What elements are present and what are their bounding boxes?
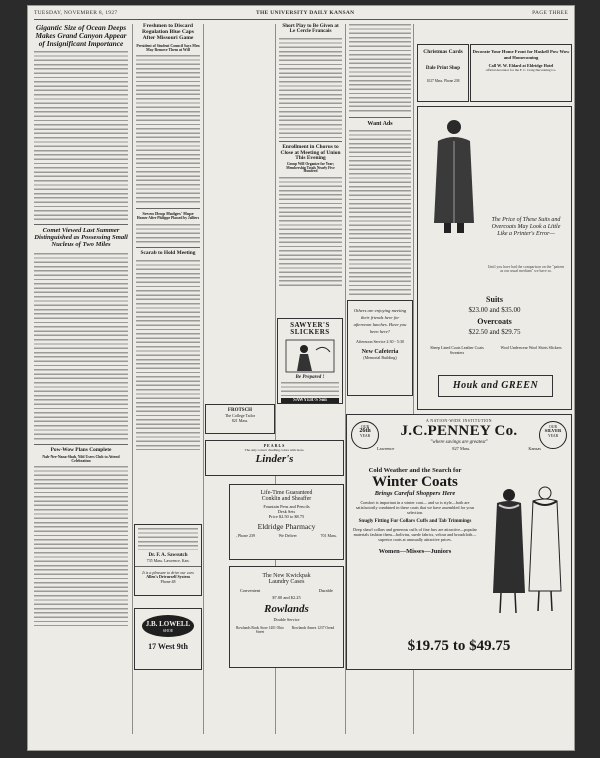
rowlands-annex: Rowlands Annex 1237 Oread — [291, 626, 335, 630]
headline-comet: Comet Viewed Last Summer Distinguished as Possessing Small Nucleus of Two Miles — [34, 227, 128, 249]
christmas-shop: Dale Print Shop — [425, 65, 461, 71]
masthead-page: PAGE THREE — [532, 10, 568, 16]
ad-eldridge-pharmacy — [229, 484, 344, 560]
lowell-logo — [142, 615, 194, 637]
column-1 — [34, 24, 128, 626]
article-body — [34, 466, 128, 626]
badge-right-top: OUR — [548, 425, 558, 429]
decorate-contact: Call W. W. Eldard at Eldridge Hotel — [488, 63, 554, 68]
penney-badge-right — [539, 421, 567, 449]
overcoats-label: Overcoats — [477, 317, 512, 326]
want-ads-heading: Want Ads — [367, 121, 393, 127]
article-body — [349, 24, 411, 114]
subhead-hodges: Homer After Philippe Plassed by Jalliers — [136, 216, 200, 221]
pharmacy-contact — [236, 533, 337, 538]
houk-left-list: Sheep Lined Coats Leather Coats Sweaters — [430, 345, 484, 355]
frotsch-name: FROTSCH — [227, 408, 253, 413]
sawyer-title: SAWYER'S SLICKERS — [290, 321, 330, 337]
pharmacy-phone: , Phone 239 — [236, 533, 255, 538]
subhead-freshmen-caps: President of Student Council Says Men May Remove Them at Will — [136, 43, 200, 52]
kwickpak-line2: Laundry Cases — [268, 579, 305, 585]
article-body — [34, 51, 128, 221]
penney-location — [377, 446, 541, 451]
ad-driver-note: It is a pleasure to drive our cars — [142, 570, 194, 576]
ad-christmas-cards — [417, 44, 469, 102]
suits-label: Suits — [486, 295, 503, 304]
ad-houk-green — [417, 106, 572, 410]
penney-price-to: to $49.75 — [452, 638, 511, 654]
badge-left-bottom: YEAR — [359, 433, 371, 438]
penney-heading-winter-coats: Winter Coats — [372, 474, 458, 490]
conklin-price: Price $2.50 to $8.75 — [268, 514, 305, 519]
badge-left-num: 26th — [359, 428, 371, 435]
penney-heading-4: Snugly Fitting Fur Collars Cuffs and Tab Trimmings — [358, 519, 472, 524]
lowell-sub: SHOE — [162, 628, 174, 633]
penney-paragraph-1: Comfort is important in a winter coat— and so is style—both are satisfactorily combined in these coats that we have assembled for your selection. — [355, 500, 475, 515]
penney-price-range — [351, 637, 567, 655]
penney-tagline: "where savings are greatest" — [430, 440, 488, 445]
penney-state: Kansas — [528, 446, 541, 451]
headline-pow-wow: Pow-Wow Plans Complete — [50, 447, 112, 454]
pearls-line: PEARLS — [263, 443, 286, 448]
conklin-line4: Desk Sets — [277, 509, 296, 514]
conklin-line3: Fountain Pens and Pencils — [263, 504, 310, 509]
article-body — [136, 55, 200, 205]
penney-paragraph-2: Deep shawl collars and generous cuffs of fine furs are attractive—popular materials fashion them—bolivias, suede fabrics, velour and broadcloth—superior coats at unusually attractive prices. — [353, 527, 477, 542]
conklin-line1: Life-Time Guaranteed — [260, 490, 313, 496]
penney-institution: A NATION-WIDE INSTITUTION — [425, 419, 493, 423]
kwickpak-line1: The New Kwickpak — [262, 573, 311, 579]
sawyer-slogan: Be Prepared ! — [295, 374, 325, 380]
headline-freshmen-caps: Freshmen to Discard Regulation Blue Caps After Missouri Game — [142, 23, 194, 41]
penney-heading-1: Cold Weather and the Search for — [368, 467, 462, 474]
column-4 — [349, 24, 411, 295]
ad-lowell-shoe — [134, 608, 202, 670]
suits-price: $23.00 and $35.00 — [468, 306, 521, 314]
cafeteria-message: Others are enjoying meeting their friends here for afternoon lunches. Have you been here? — [353, 308, 407, 334]
headline-ocean-deeps: Gigantic Size of Ocean Deeps Makes Grand Canyon Appear of Insignificant Importance — [35, 23, 127, 48]
slicker-figure-icon — [280, 338, 340, 374]
ad-driver-system: Allen's Drivurself System — [146, 574, 190, 580]
masthead-title: THE UNIVERSITY DAILY KANSAN — [256, 10, 355, 16]
houk-headline: The Price of These Suits and Overcoats May Look a Little Like a Printer's Error— — [491, 217, 561, 237]
rowlands-book-store: Rowlands Book Store 1401 Ohio Street — [236, 626, 284, 634]
article-body — [279, 38, 342, 138]
sawyer-brand: SAWYER·S Son — [281, 398, 339, 403]
penney-address: 827 Mass. — [452, 446, 471, 451]
penney-badge-left — [351, 421, 379, 449]
badge-left-top: OUR — [360, 425, 370, 429]
rowlands-locations — [236, 626, 337, 634]
kwickpak-service: Double Service — [273, 617, 300, 622]
masthead-date: TUESDAY, NOVEMBER 8, 1927 — [34, 10, 118, 16]
ad-decorate — [470, 44, 572, 102]
ad-jc-penney — [346, 414, 572, 670]
article-body — [34, 253, 128, 441]
cafeteria-hours: Afternoon Service 2:30 - 5:30 — [356, 339, 404, 344]
want-ads-list — [349, 130, 411, 295]
frotsch-address: 821 Mass. — [231, 418, 249, 424]
linders-logo: Linder's — [255, 453, 294, 466]
ad-physician-address: 735 Mass. Lawrence, Kan. — [146, 558, 190, 564]
houk-body: Until you have had the comparison on the "pattern as our usual medium" we have so. — [487, 265, 565, 273]
overcoats-price: $22.50 and $29.75 — [468, 328, 521, 336]
christmas-address: 1027 Mass. Phone 238 — [426, 78, 460, 83]
subhead-chorus: Group Will Organize for Year; Membership Totals Nearly Five Hundred — [286, 161, 335, 174]
lowell-address: 17 West 9th — [148, 642, 188, 651]
headline-hodges: Seven Drop Hodges' Hope — [142, 210, 194, 216]
ad-linders-pearls — [205, 440, 344, 476]
ad-rowlands-kwickpak — [229, 566, 344, 668]
ad-driver-phone: Phone 48 — [160, 579, 176, 585]
penney-price-from: $19.75 — [407, 638, 449, 654]
ad-physician — [134, 524, 202, 596]
ad-frotsch — [205, 404, 275, 434]
penney-city: Lawrence — [377, 446, 395, 451]
ad-sawyer-slickers — [277, 318, 343, 404]
man-in-overcoat-icon — [424, 115, 484, 235]
column-3 — [279, 24, 342, 287]
headline-scarab: Scarab to Hold Meeting — [140, 250, 196, 257]
kwickpak-durable: Durable — [318, 588, 333, 593]
cafeteria-name: New Cafeteria — [361, 349, 399, 355]
masthead — [34, 7, 568, 20]
decorate-title: Decorate Your Home Front for Haskell Pow Wow and Homecoming — [472, 49, 570, 60]
penney-sizes: Women—Misses—Juniors — [378, 548, 452, 555]
penney-heading-3: Brings Careful Shoppers Here — [374, 490, 456, 497]
badge-right-num: SILVER — [544, 428, 562, 434]
headline-chorus: Enrollment in Chorus to Close at Meeting of Union This Evening — [280, 143, 341, 162]
article-body — [136, 260, 200, 450]
decorate-fine: official decorator for the F. C. Craig Decorating Co. — [485, 68, 557, 73]
cafeteria-location: (Memorial Building) — [363, 355, 397, 361]
conklin-line2: Conklin and Sheaffer — [261, 496, 312, 502]
lowell-brand: J.B. LOWELL — [145, 620, 191, 628]
ad-physician-name: Dr. F. A. Sawsutch — [148, 553, 188, 558]
pharmacy-delivery: We Deliver — [278, 533, 297, 538]
column-2 — [136, 24, 200, 450]
frotsch-sub: The College Tailor — [224, 413, 256, 419]
penney-copy — [351, 467, 479, 555]
pearls-sub: The only correct dwelling colors with laces. — [244, 448, 305, 453]
ad-cafeteria — [347, 300, 413, 396]
article-body — [136, 224, 200, 244]
headline-le-cercle: Short Play to Be Given at Le Cercle Francais — [282, 23, 339, 35]
christmas-title: Christmas Cards — [423, 49, 463, 55]
kwickpak-price: $7.00 and $2.25 — [272, 595, 301, 600]
pharmacy-address: 701 Mass. — [320, 533, 337, 538]
houk-green-logo: Houk and GREEN — [438, 375, 553, 397]
subhead-pow-wow: Nah-Nee-Nana-Shah, Yild Users Club to Attend Celebration — [42, 454, 120, 463]
houk-right-list: Wool Underwear Wool Shirts Slickers — [500, 345, 562, 350]
kwickpak-convenient: Convenient — [240, 588, 261, 593]
article-body — [279, 177, 342, 287]
pharmacy-name: Eldridge Pharmacy — [257, 522, 316, 531]
badge-right-bottom: YEAR — [547, 433, 559, 438]
rowlands-logo: Rowlands — [264, 603, 309, 615]
women-in-coats-icon — [487, 481, 567, 631]
kwickpak-features — [240, 588, 333, 593]
penney-logo: J.C.PENNEY Co. — [400, 423, 518, 439]
